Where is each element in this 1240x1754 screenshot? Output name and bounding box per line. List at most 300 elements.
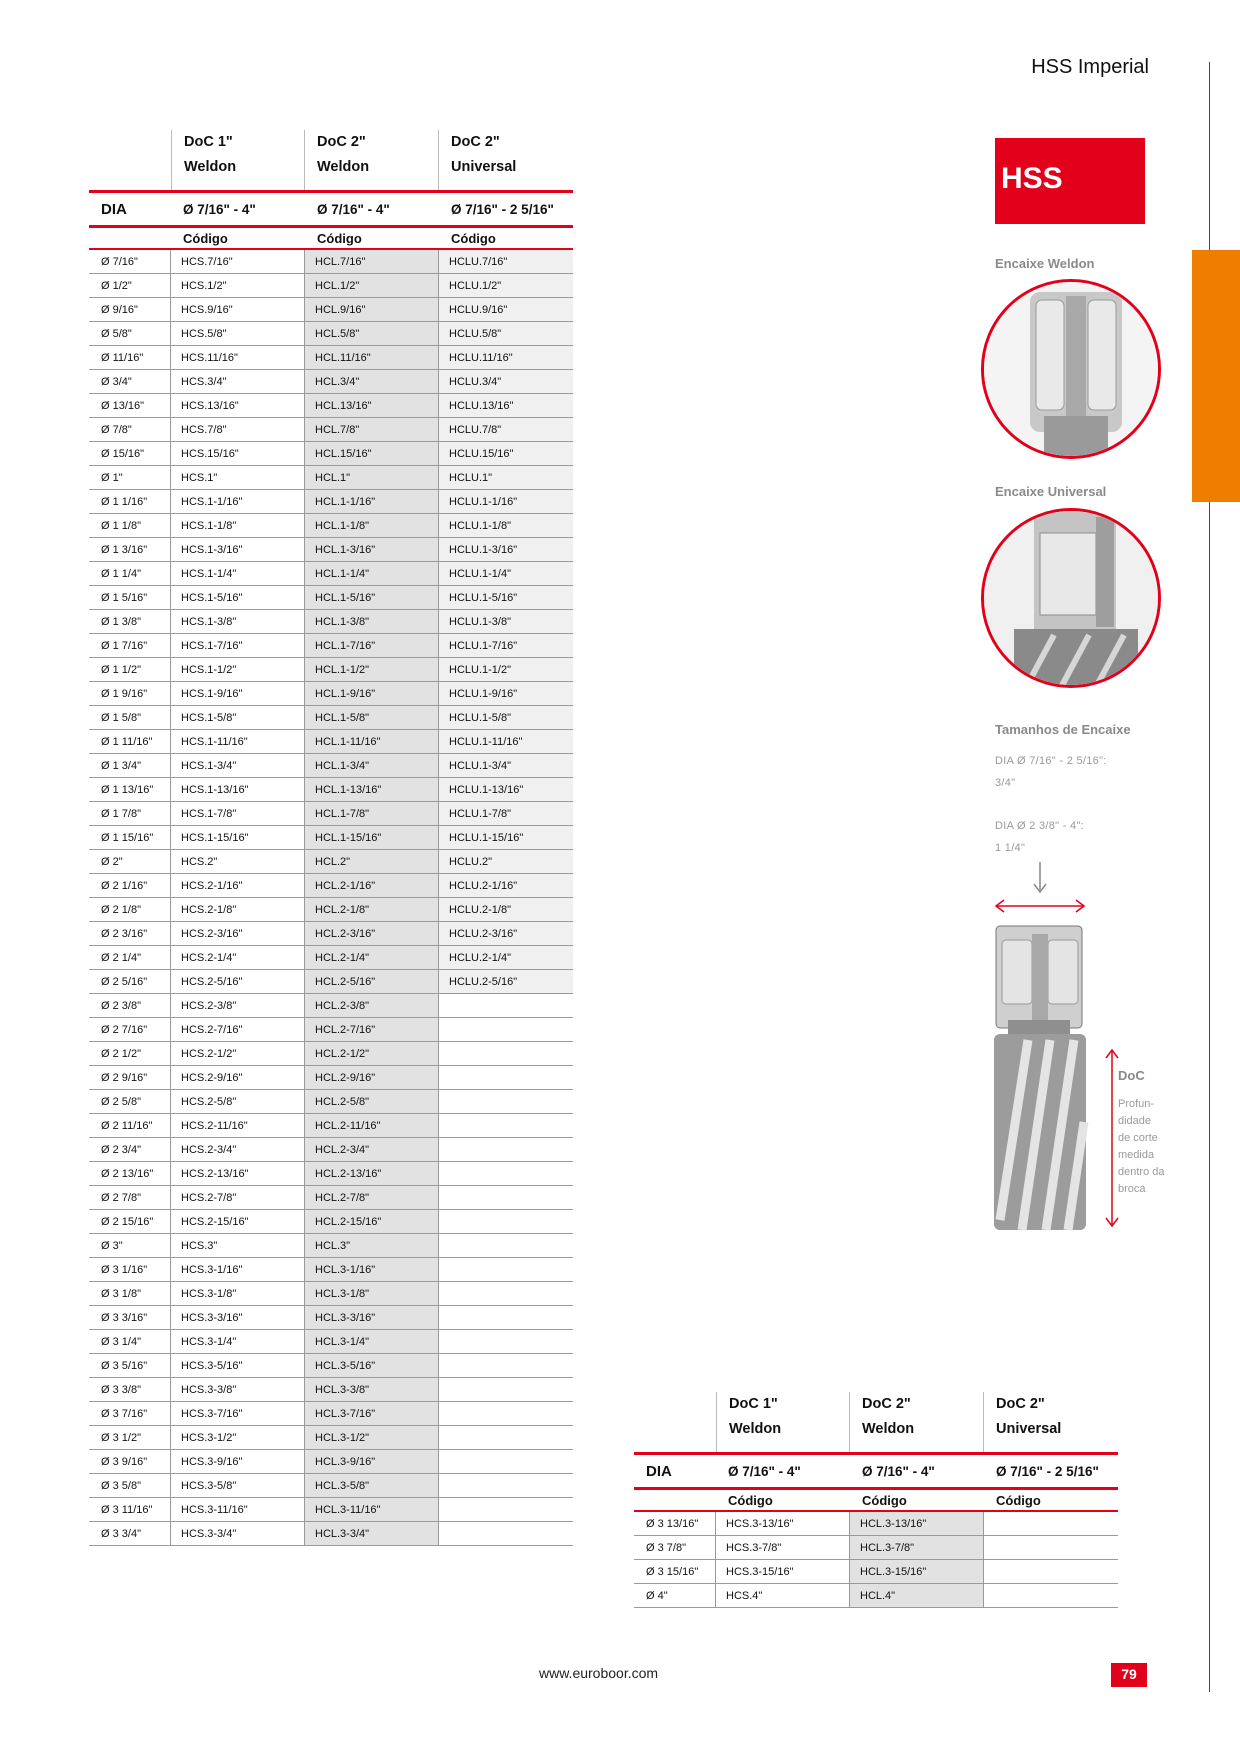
doc2-universal-code bbox=[439, 1018, 573, 1041]
dia-cell: Ø 1" bbox=[89, 466, 171, 489]
doc1-weldon-code: HCS.3-11/16" bbox=[171, 1498, 305, 1521]
page-title: HSS Imperial bbox=[1031, 56, 1149, 78]
dia-cell: Ø 3 1/16" bbox=[89, 1258, 171, 1281]
doc2-weldon-code: HCL.2-1/2" bbox=[305, 1042, 439, 1065]
doc2-universal-code: HCLU.2-1/16" bbox=[439, 874, 573, 897]
doc2-weldon-code: HCL.15/16" bbox=[305, 442, 439, 465]
size-range-2: DIA Ø 2 3/8" - 4": bbox=[995, 820, 1085, 832]
cutter-illustration bbox=[988, 860, 1128, 1232]
doc2-weldon-code: HCL.2-3/16" bbox=[305, 922, 439, 945]
doc1-weldon-code: HCS.2-5/8" bbox=[171, 1090, 305, 1113]
table-row bbox=[89, 1522, 573, 1546]
doc1-weldon-code: HCS.2-11/16" bbox=[171, 1114, 305, 1137]
codigo-row bbox=[634, 1490, 1118, 1510]
doc2-weldon-code: HCL.1-15/16" bbox=[305, 826, 439, 849]
dia-cell: Ø 1 15/16" bbox=[89, 826, 171, 849]
doc1-weldon-code: HCS.2-7/8" bbox=[171, 1186, 305, 1209]
doc2-universal-code: HCLU.1-1/16" bbox=[439, 490, 573, 513]
doc2-weldon-code: HCL.2-9/16" bbox=[305, 1066, 439, 1089]
doc2-universal-code bbox=[439, 1426, 573, 1449]
doc2-weldon-code: HCL.1/2" bbox=[305, 274, 439, 297]
table-row bbox=[634, 1536, 1118, 1560]
dia-cell: Ø 3 3/4" bbox=[89, 1522, 171, 1545]
table-row bbox=[89, 1354, 573, 1378]
doc1-weldon-code: HCS.7/16" bbox=[171, 250, 305, 273]
dia-cell: Ø 15/16" bbox=[89, 442, 171, 465]
doc2-weldon-code: HCL.7/8" bbox=[305, 418, 439, 441]
doc1-weldon-code: HCS.1-7/8" bbox=[171, 802, 305, 825]
table-row bbox=[89, 1282, 573, 1306]
dia-label: DIA bbox=[646, 1462, 672, 1480]
table-row bbox=[89, 898, 573, 922]
table-row bbox=[89, 802, 573, 826]
range-3: Ø 7/16" - 2 5/16" bbox=[451, 201, 554, 217]
dia-cell: Ø 2 1/16" bbox=[89, 874, 171, 897]
table-row bbox=[89, 682, 573, 706]
dia-cell: Ø 2 5/16" bbox=[89, 970, 171, 993]
table-row bbox=[89, 1330, 573, 1354]
table-row bbox=[89, 562, 573, 586]
dia-cell: Ø 2 1/2" bbox=[89, 1042, 171, 1065]
doc1-weldon-code: HCS.3-9/16" bbox=[171, 1450, 305, 1473]
dia-cell: Ø 3 1/4" bbox=[89, 1330, 171, 1353]
doc1-weldon-code: HCS.11/16" bbox=[171, 346, 305, 369]
doc2-weldon-code: HCL.3-5/16" bbox=[305, 1354, 439, 1377]
table-row bbox=[634, 1560, 1118, 1584]
doc2-weldon-code: HCL.1-3/16" bbox=[305, 538, 439, 561]
doc2-universal-code: HCLU.1-7/16" bbox=[439, 634, 573, 657]
doc2-weldon-code: HCL.3-5/8" bbox=[305, 1474, 439, 1497]
doc1-weldon-code: HCS.3-7/8" bbox=[716, 1536, 850, 1559]
cutter-table-continued bbox=[634, 1392, 1118, 1608]
doc2-weldon-code: HCL.3-1/2" bbox=[305, 1426, 439, 1449]
table-row bbox=[89, 946, 573, 970]
doc2-universal-code: HCLU.1-3/8" bbox=[439, 610, 573, 633]
dia-cell: Ø 9/16" bbox=[89, 298, 171, 321]
table-row bbox=[89, 466, 573, 490]
doc2-weldon-code: HCL.3-11/16" bbox=[305, 1498, 439, 1521]
doc1-weldon-code: HCS.3-3/4" bbox=[171, 1522, 305, 1545]
dia-cell: Ø 2" bbox=[89, 850, 171, 873]
dia-cell: Ø 2 7/16" bbox=[89, 1018, 171, 1041]
doc1-weldon-code: HCS.1-7/16" bbox=[171, 634, 305, 657]
doc-description: Profun- didade de corte medida dentro da broca bbox=[1118, 1098, 1165, 1195]
doc1-weldon-code: HCS.1" bbox=[171, 466, 305, 489]
doc2-weldon-code: HCL.2-1/4" bbox=[305, 946, 439, 969]
col-header-2: DoC 2" Weldon bbox=[850, 1392, 984, 1452]
doc2-universal-code bbox=[439, 1186, 573, 1209]
doc2-universal-code bbox=[439, 1042, 573, 1065]
table-row bbox=[89, 418, 573, 442]
table-row bbox=[89, 1450, 573, 1474]
doc2-universal-code: HCLU.1-1/4" bbox=[439, 562, 573, 585]
dia-cell: Ø 1 5/16" bbox=[89, 586, 171, 609]
doc2-universal-code bbox=[439, 1234, 573, 1257]
doc1-weldon-code: HCS.13/16" bbox=[171, 394, 305, 417]
doc2-universal-code bbox=[439, 1330, 573, 1353]
dia-cell: Ø 1 13/16" bbox=[89, 778, 171, 801]
table-row bbox=[89, 538, 573, 562]
doc1-weldon-code: HCS.1-1/2" bbox=[171, 658, 305, 681]
doc2-universal-code: HCLU.2-3/16" bbox=[439, 922, 573, 945]
dia-cell: Ø 3 7/16" bbox=[89, 1402, 171, 1425]
doc1-weldon-code: HCS.2-15/16" bbox=[171, 1210, 305, 1233]
dia-cell: Ø 3 1/2" bbox=[89, 1426, 171, 1449]
doc2-weldon-code: HCL.1-5/16" bbox=[305, 586, 439, 609]
table-row bbox=[89, 346, 573, 370]
doc1-weldon-code: HCS.3-1/8" bbox=[171, 1282, 305, 1305]
table-header bbox=[634, 1392, 1118, 1452]
doc1-weldon-code: HCS.2-7/16" bbox=[171, 1018, 305, 1041]
dia-cell: Ø 2 3/4" bbox=[89, 1138, 171, 1161]
doc2-weldon-code: HCL.9/16" bbox=[305, 298, 439, 321]
doc2-weldon-code: HCL.2-11/16" bbox=[305, 1114, 439, 1137]
table-row bbox=[89, 1378, 573, 1402]
size-value-2: 1 1/4" bbox=[995, 842, 1026, 854]
doc2-universal-code: HCLU.1-5/16" bbox=[439, 586, 573, 609]
table-row bbox=[89, 586, 573, 610]
doc2-weldon-code: HCL.2-1/8" bbox=[305, 898, 439, 921]
doc1-weldon-code: HCS.1-1/8" bbox=[171, 514, 305, 537]
doc1-weldon-code: HCS.3-3/8" bbox=[171, 1378, 305, 1401]
doc2-weldon-code: HCL.1-9/16" bbox=[305, 682, 439, 705]
doc2-weldon-code: HCL.1-13/16" bbox=[305, 778, 439, 801]
table-row bbox=[89, 1210, 573, 1234]
doc1-weldon-code: HCS.9/16" bbox=[171, 298, 305, 321]
doc2-weldon-code: HCL.1-1/2" bbox=[305, 658, 439, 681]
doc2-weldon-code: HCL.3-3/8" bbox=[305, 1378, 439, 1401]
table-row bbox=[89, 1402, 573, 1426]
dia-cell: Ø 1 3/4" bbox=[89, 754, 171, 777]
col-header-3: DoC 2" Universal bbox=[996, 1396, 1062, 1437]
doc2-universal-code bbox=[439, 1162, 573, 1185]
doc1-weldon-code: HCS.2-1/8" bbox=[171, 898, 305, 921]
doc2-weldon-code: HCL.2-1/16" bbox=[305, 874, 439, 897]
doc2-universal-code: HCLU.2-1/8" bbox=[439, 898, 573, 921]
doc2-weldon-code: HCL.1-7/16" bbox=[305, 634, 439, 657]
doc1-weldon-code: HCS.2-1/4" bbox=[171, 946, 305, 969]
table-row bbox=[89, 1138, 573, 1162]
table-row bbox=[89, 514, 573, 538]
doc1-weldon-code: HCS.1-5/16" bbox=[171, 586, 305, 609]
dia-cell: Ø 1 1/4" bbox=[89, 562, 171, 585]
doc2-weldon-code: HCL.2-5/8" bbox=[305, 1090, 439, 1113]
doc1-weldon-code: HCS.2-3/8" bbox=[171, 994, 305, 1017]
doc2-weldon-code: HCL.3-9/16" bbox=[305, 1450, 439, 1473]
doc2-universal-code bbox=[439, 1354, 573, 1377]
doc2-universal-code: HCLU.1-11/16" bbox=[439, 730, 573, 753]
table-row bbox=[89, 298, 573, 322]
dia-cell: Ø 1 1/8" bbox=[89, 514, 171, 537]
doc2-universal-code: HCLU.2" bbox=[439, 850, 573, 873]
dia-cell: Ø 3 9/16" bbox=[89, 1450, 171, 1473]
universal-shank-image bbox=[981, 508, 1161, 688]
dia-cell: Ø 3 3/8" bbox=[89, 1378, 171, 1401]
codigo-label: Código bbox=[728, 1492, 773, 1508]
doc2-universal-code: HCLU.3/4" bbox=[439, 370, 573, 393]
doc2-universal-code: HCLU.1/2" bbox=[439, 274, 573, 297]
doc2-weldon-code: HCL.3-1/16" bbox=[305, 1258, 439, 1281]
dia-cell: Ø 1 3/16" bbox=[89, 538, 171, 561]
doc2-universal-code: HCLU.2-5/16" bbox=[439, 970, 573, 993]
range-2: Ø 7/16" - 4" bbox=[862, 1463, 935, 1479]
doc2-universal-code: HCLU.1-5/8" bbox=[439, 706, 573, 729]
doc1-weldon-code: HCS.1-3/4" bbox=[171, 754, 305, 777]
doc2-universal-code: HCLU.1-7/8" bbox=[439, 802, 573, 825]
col-header-3: DoC 2" Universal bbox=[451, 134, 517, 175]
doc2-universal-code bbox=[984, 1536, 1118, 1559]
doc2-universal-code: HCLU.1-1/2" bbox=[439, 658, 573, 681]
dia-cell: Ø 2 3/16" bbox=[89, 922, 171, 945]
doc1-weldon-code: HCS.1-13/16" bbox=[171, 778, 305, 801]
doc1-weldon-code: HCS.15/16" bbox=[171, 442, 305, 465]
section-tab bbox=[1192, 250, 1240, 502]
doc1-weldon-code: HCS.1-3/16" bbox=[171, 538, 305, 561]
table-row bbox=[89, 370, 573, 394]
doc2-universal-code: HCLU.15/16" bbox=[439, 442, 573, 465]
doc2-weldon-code: HCL.1" bbox=[305, 466, 439, 489]
doc1-weldon-code: HCS.2-1/16" bbox=[171, 874, 305, 897]
doc2-universal-code bbox=[439, 1450, 573, 1473]
doc2-universal-code bbox=[439, 1498, 573, 1521]
doc2-weldon-code: HCL.3" bbox=[305, 1234, 439, 1257]
cutter-table bbox=[89, 130, 573, 1546]
dia-cell: Ø 2 1/8" bbox=[89, 898, 171, 921]
dia-cell: Ø 1 11/16" bbox=[89, 730, 171, 753]
doc2-weldon-code: HCL.1-7/8" bbox=[305, 802, 439, 825]
doc1-weldon-code: HCS.1-1/4" bbox=[171, 562, 305, 585]
doc1-weldon-code: HCS.3-1/2" bbox=[171, 1426, 305, 1449]
doc2-weldon-code: HCL.1-11/16" bbox=[305, 730, 439, 753]
table-row bbox=[89, 250, 573, 274]
table-row bbox=[89, 970, 573, 994]
weldon-label: Encaixe Weldon bbox=[995, 256, 1095, 271]
dia-cell: Ø 1/2" bbox=[89, 274, 171, 297]
doc2-weldon-code: HCL.1-1/16" bbox=[305, 490, 439, 513]
doc1-weldon-code: HCS.1-1/16" bbox=[171, 490, 305, 513]
size-value-1: 3/4" bbox=[995, 777, 1016, 789]
doc1-weldon-code: HCS.2-13/16" bbox=[171, 1162, 305, 1185]
dia-cell: Ø 1 5/8" bbox=[89, 706, 171, 729]
codigo-label: Código bbox=[451, 230, 496, 246]
range-1: Ø 7/16" - 4" bbox=[183, 201, 256, 217]
dia-cell: Ø 1 7/16" bbox=[89, 634, 171, 657]
dia-cell: Ø 3 3/16" bbox=[89, 1306, 171, 1329]
dia-cell: Ø 2 15/16" bbox=[89, 1210, 171, 1233]
dia-cell: Ø 13/16" bbox=[89, 394, 171, 417]
doc2-weldon-code: HCL.2-3/4" bbox=[305, 1138, 439, 1161]
doc2-weldon-code: HCL.2-13/16" bbox=[305, 1162, 439, 1185]
dia-cell: Ø 11/16" bbox=[89, 346, 171, 369]
dia-cell: Ø 3 7/8" bbox=[634, 1536, 716, 1559]
doc2-universal-code: HCLU.2-1/4" bbox=[439, 946, 573, 969]
dia-cell: Ø 2 1/4" bbox=[89, 946, 171, 969]
table-row bbox=[89, 994, 573, 1018]
dia-cell: Ø 1 1/16" bbox=[89, 490, 171, 513]
table-row bbox=[89, 730, 573, 754]
dia-cell: Ø 2 5/8" bbox=[89, 1090, 171, 1113]
doc2-universal-code bbox=[439, 1378, 573, 1401]
range-2: Ø 7/16" - 4" bbox=[317, 201, 390, 217]
doc2-universal-code bbox=[439, 1474, 573, 1497]
doc2-weldon-code: HCL.13/16" bbox=[305, 394, 439, 417]
codigo-label: Código bbox=[183, 230, 228, 246]
doc2-weldon-code: HCL.3-1/8" bbox=[305, 1282, 439, 1305]
table-row bbox=[89, 1018, 573, 1042]
table-row bbox=[89, 658, 573, 682]
doc2-weldon-code: HCL.4" bbox=[850, 1584, 984, 1607]
col-header-2: DoC 2" Weldon bbox=[305, 130, 439, 190]
table-row bbox=[89, 1186, 573, 1210]
dia-cell: Ø 3 1/8" bbox=[89, 1282, 171, 1305]
doc2-universal-code: HCLU.1-15/16" bbox=[439, 826, 573, 849]
table-row bbox=[89, 442, 573, 466]
table-row bbox=[89, 610, 573, 634]
doc1-weldon-code: HCS.2-3/4" bbox=[171, 1138, 305, 1161]
dia-row bbox=[634, 1455, 1118, 1487]
doc2-universal-code bbox=[439, 1090, 573, 1113]
table-row bbox=[89, 826, 573, 850]
table-row bbox=[89, 1306, 573, 1330]
table-row bbox=[89, 1162, 573, 1186]
doc1-weldon-code: HCS.3-5/16" bbox=[171, 1354, 305, 1377]
dia-cell: Ø 1 9/16" bbox=[89, 682, 171, 705]
dia-cell: Ø 3/4" bbox=[89, 370, 171, 393]
doc2-universal-code bbox=[984, 1560, 1118, 1583]
doc1-weldon-code: HCS.3-15/16" bbox=[716, 1560, 850, 1583]
doc1-weldon-code: HCS.2-9/16" bbox=[171, 1066, 305, 1089]
doc2-universal-code: HCLU.1" bbox=[439, 466, 573, 489]
table-row bbox=[89, 850, 573, 874]
weldon-shank-image bbox=[981, 279, 1161, 459]
table-row bbox=[89, 778, 573, 802]
universal-label: Encaixe Universal bbox=[995, 484, 1107, 499]
doc2-weldon-code: HCL.1-3/4" bbox=[305, 754, 439, 777]
dia-cell: Ø 3 11/16" bbox=[89, 1498, 171, 1521]
doc2-universal-code: HCLU.13/16" bbox=[439, 394, 573, 417]
doc2-weldon-code: HCL.2-3/8" bbox=[305, 994, 439, 1017]
doc2-universal-code bbox=[439, 1258, 573, 1281]
doc2-universal-code: HCLU.5/8" bbox=[439, 322, 573, 345]
table-header bbox=[89, 130, 573, 190]
doc2-weldon-code: HCL.3-7/16" bbox=[305, 1402, 439, 1425]
dia-cell: Ø 7/16" bbox=[89, 250, 171, 273]
doc1-weldon-code: HCS.1/2" bbox=[171, 274, 305, 297]
page-number: 79 bbox=[1111, 1663, 1147, 1687]
doc2-universal-code bbox=[439, 1402, 573, 1425]
sizes-label: Tamanhos de Encaixe bbox=[995, 722, 1131, 737]
doc2-universal-code: HCLU.11/16" bbox=[439, 346, 573, 369]
table-row bbox=[89, 706, 573, 730]
doc1-weldon-code: HCS.5/8" bbox=[171, 322, 305, 345]
doc2-weldon-code: HCL.2-15/16" bbox=[305, 1210, 439, 1233]
table-row bbox=[89, 874, 573, 898]
doc2-weldon-code: HCL.1-1/8" bbox=[305, 514, 439, 537]
table-row bbox=[89, 322, 573, 346]
dia-cell: Ø 3" bbox=[89, 1234, 171, 1257]
size-range-1: DIA Ø 7/16" - 2 5/16": bbox=[995, 755, 1107, 767]
doc2-universal-code bbox=[439, 1282, 573, 1305]
dia-cell: Ø 2 9/16" bbox=[89, 1066, 171, 1089]
dia-cell: Ø 3 15/16" bbox=[634, 1560, 716, 1583]
doc2-weldon-code: HCL.3-13/16" bbox=[850, 1512, 984, 1535]
col-header-1: DoC 1" Weldon bbox=[171, 130, 305, 190]
table-row bbox=[89, 394, 573, 418]
table-row bbox=[89, 1426, 573, 1450]
hss-badge: HSS bbox=[995, 138, 1145, 224]
table-row bbox=[89, 1234, 573, 1258]
footer-url[interactable]: www.euroboor.com bbox=[539, 1665, 659, 1681]
dia-cell: Ø 3 5/8" bbox=[89, 1474, 171, 1497]
doc2-weldon-code: HCL.3-3/16" bbox=[305, 1306, 439, 1329]
doc1-weldon-code: HCS.3-7/16" bbox=[171, 1402, 305, 1425]
codigo-label: Código bbox=[996, 1492, 1041, 1508]
dia-cell: Ø 1 1/2" bbox=[89, 658, 171, 681]
dia-cell: Ø 5/8" bbox=[89, 322, 171, 345]
doc2-universal-code: HCLU.7/8" bbox=[439, 418, 573, 441]
doc1-weldon-code: HCS.2" bbox=[171, 850, 305, 873]
doc2-weldon-code: HCL.2" bbox=[305, 850, 439, 873]
dia-cell: Ø 2 11/16" bbox=[89, 1114, 171, 1137]
doc2-weldon-code: HCL.2-7/8" bbox=[305, 1186, 439, 1209]
doc1-weldon-code: HCS.2-3/16" bbox=[171, 922, 305, 945]
dia-label: DIA bbox=[101, 200, 127, 218]
dia-cell: Ø 2 7/8" bbox=[89, 1186, 171, 1209]
doc2-weldon-code: HCL.7/16" bbox=[305, 250, 439, 273]
table-row bbox=[634, 1512, 1118, 1536]
doc2-universal-code: HCLU.7/16" bbox=[439, 250, 573, 273]
doc2-universal-code bbox=[439, 1066, 573, 1089]
dia-cell: Ø 1 7/8" bbox=[89, 802, 171, 825]
doc2-weldon-code: HCL.1-1/4" bbox=[305, 562, 439, 585]
table-row bbox=[634, 1584, 1118, 1608]
doc2-universal-code bbox=[984, 1512, 1118, 1535]
doc2-universal-code bbox=[439, 1210, 573, 1233]
codigo-row bbox=[89, 228, 573, 248]
col-header-1: DoC 1" Weldon bbox=[716, 1392, 850, 1452]
table-row bbox=[89, 1474, 573, 1498]
doc2-universal-code bbox=[439, 994, 573, 1017]
doc2-universal-code: HCLU.1-3/16" bbox=[439, 538, 573, 561]
doc1-weldon-code: HCS.3-3/16" bbox=[171, 1306, 305, 1329]
doc2-weldon-code: HCL.11/16" bbox=[305, 346, 439, 369]
doc1-weldon-code: HCS.1-5/8" bbox=[171, 706, 305, 729]
doc1-weldon-code: HCS.4" bbox=[716, 1584, 850, 1607]
table-row bbox=[89, 754, 573, 778]
table-body bbox=[89, 250, 573, 1546]
doc2-universal-code bbox=[984, 1584, 1118, 1607]
doc2-universal-code: HCLU.1-9/16" bbox=[439, 682, 573, 705]
dia-cell: Ø 3 13/16" bbox=[634, 1512, 716, 1535]
doc1-weldon-code: HCS.1-3/8" bbox=[171, 610, 305, 633]
table-body bbox=[634, 1512, 1118, 1608]
dia-cell: Ø 2 3/8" bbox=[89, 994, 171, 1017]
table-row bbox=[89, 1042, 573, 1066]
range-1: Ø 7/16" - 4" bbox=[728, 1463, 801, 1479]
dia-cell: Ø 4" bbox=[634, 1584, 716, 1607]
doc1-weldon-code: HCS.3-5/8" bbox=[171, 1474, 305, 1497]
doc2-universal-code: HCLU.1-13/16" bbox=[439, 778, 573, 801]
dia-cell: Ø 3 5/16" bbox=[89, 1354, 171, 1377]
dia-cell: Ø 7/8" bbox=[89, 418, 171, 441]
doc2-weldon-code: HCL.2-7/16" bbox=[305, 1018, 439, 1041]
doc1-weldon-code: HCS.1-15/16" bbox=[171, 826, 305, 849]
doc2-weldon-code: HCL.3/4" bbox=[305, 370, 439, 393]
doc2-universal-code: HCLU.1-3/4" bbox=[439, 754, 573, 777]
table-row bbox=[89, 922, 573, 946]
doc1-weldon-code: HCS.3-1/4" bbox=[171, 1330, 305, 1353]
doc2-universal-code bbox=[439, 1114, 573, 1137]
